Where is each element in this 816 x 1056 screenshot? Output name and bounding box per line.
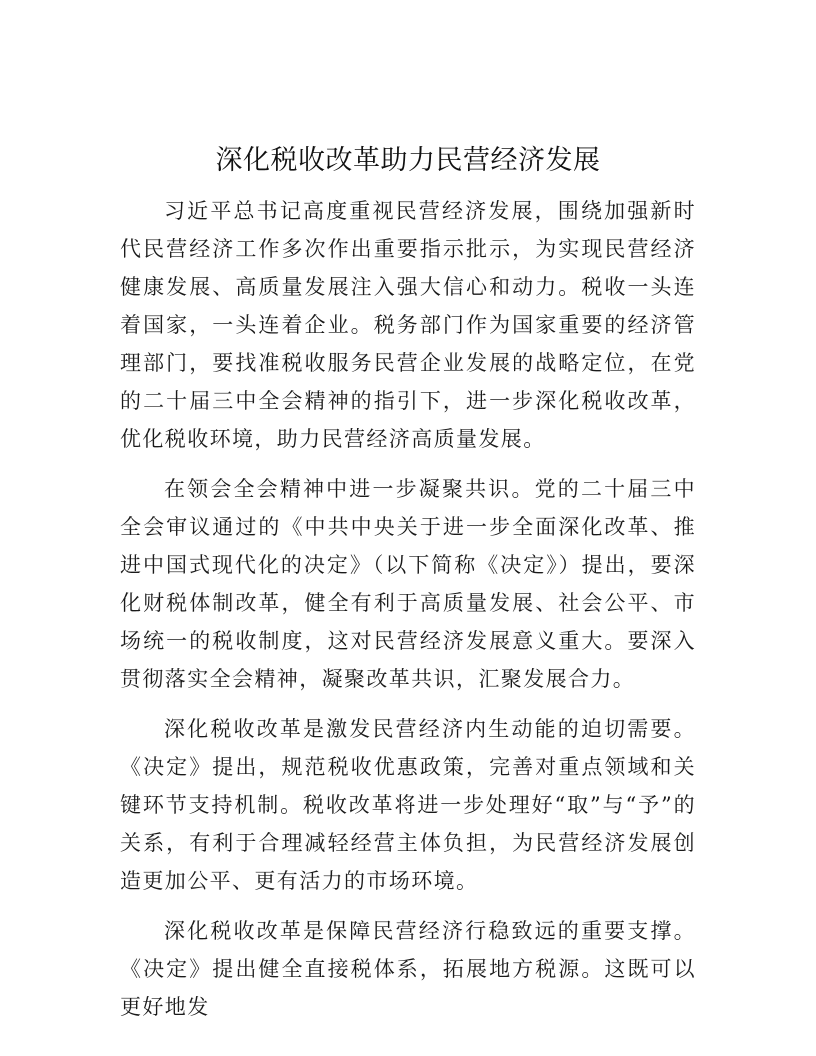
- paragraph-4: 深化税收改革是保障民营经济行稳致远的重要支撑。《决定》提出健全直接税体系，拓展地方税源。这既可以更好地发: [120, 919, 696, 1019]
- document-title: 深化税收改革助力民营经济发展: [215, 145, 601, 176]
- paragraph-2: 在领会全会精神中进一步凝聚共识。党的二十届三中全会审议通过的《中共中央关于进一步全面深化改革、推进中国式现代化的决定》（以下简称《决定》）提出，要深化财税体制改革，健全有利于高质量发展、社会公平、市场统一的税收制度，这对民营经济发展意义重大。要深入贯彻落实全会精神，凝聚改革共识，汇聚发展合力。: [120, 477, 696, 691]
- paragraph-3: 深化税收改革是激发民营经济内生动能的迫切需要。《决定》提出，规范税收优惠政策，完善对重点领域和关键环节支持机制。税收改革将进一步处理好“取”与“予”的关系，有利于合理减轻经营主体负担，为民营经济发展创造更加公平、更有活力的市场环境。: [120, 717, 696, 893]
- document-body: [120, 192, 696, 1026]
- paragraph-1: 习近平总书记高度重视民营经济发展，围绕加强新时代民营经济工作多次作出重要指示批示，为实现民营经济健康发展、高质量发展注入强大信心和动力。税收一头连着国家，一头连着企业。税务部门作为国家重要的经济管理部门，要找准税收服务民营企业发展的战略定位，在党的二十届三中全会精神的指引下，进一步深化税收改革，优化税收环境，助力民营经济高质量发展。: [120, 199, 696, 451]
